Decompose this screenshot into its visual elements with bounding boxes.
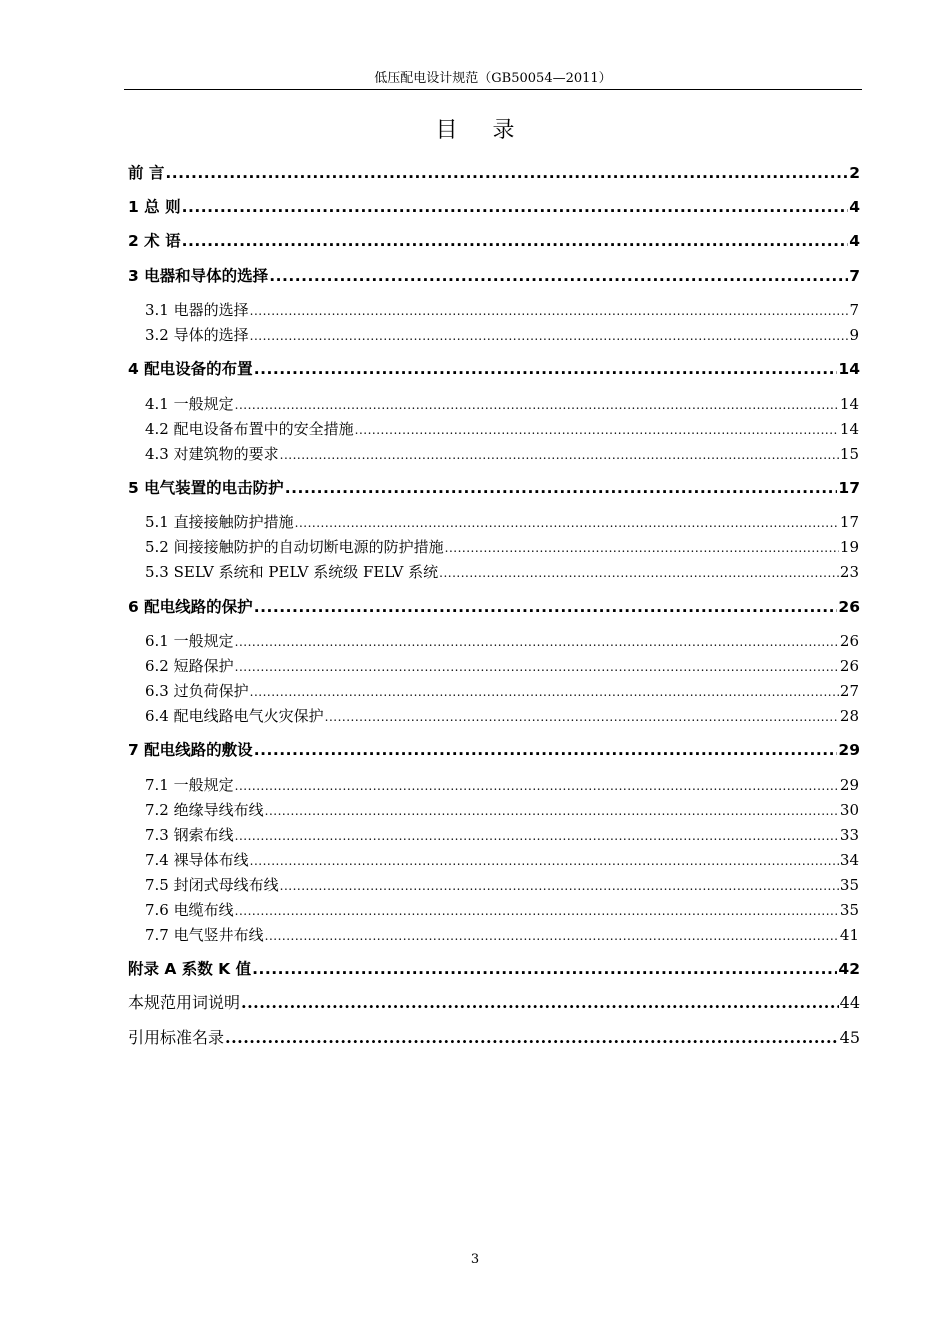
dot-leader	[445, 538, 839, 558]
toc-entry-section-4-2[interactable]	[145, 419, 859, 440]
dot-leader	[182, 231, 849, 251]
toc-entry-chapter-7[interactable]	[128, 740, 860, 760]
toc-entry-label: 6.1 一般规定	[145, 632, 234, 650]
toc-entry-label: 5.1 直接接触防护措施	[145, 513, 294, 531]
toc-entry-label: 6.2 短路保护	[145, 657, 234, 675]
toc-entry-label: 本规范用词说明	[128, 993, 241, 1012]
toc-entry-page: 29	[839, 776, 859, 794]
toc-entry-label: 7.5 封闭式母线布线	[145, 876, 279, 894]
toc-entry-page: 9	[849, 326, 859, 344]
dot-leader	[250, 851, 839, 871]
dot-leader	[250, 682, 839, 702]
toc-entry-section-5-1[interactable]	[145, 512, 859, 533]
toc-entry-page: 2	[849, 164, 860, 182]
dot-leader	[165, 163, 848, 183]
toc-entry-label: 4.1 一般规定	[145, 395, 234, 413]
toc-entry-page: 28	[839, 707, 859, 725]
toc-entry-label: 附录 A 系数 K 值	[128, 960, 252, 978]
toc-entry-page: 14	[838, 360, 860, 378]
toc-title: 目 录	[435, 118, 529, 143]
toc-entry-label: 6 配电线路的保护	[128, 598, 253, 616]
dot-leader	[235, 395, 839, 415]
dot-leader	[225, 1028, 839, 1048]
dot-leader	[280, 445, 839, 465]
toc-entry-section-3-2[interactable]	[145, 325, 859, 346]
running-header: 低压配电设计规范（GB50054—2011）	[124, 72, 862, 90]
dot-leader	[254, 597, 838, 617]
toc-entry-page: 35	[839, 876, 859, 894]
toc-entry-page: 4	[849, 232, 860, 250]
toc-entry-section-6-2[interactable]	[145, 656, 859, 677]
dot-leader	[182, 197, 849, 217]
dot-leader	[252, 959, 837, 979]
toc-entry-page: 14	[839, 420, 859, 438]
toc-entry-section-4-1[interactable]	[145, 394, 859, 415]
toc-entry-section-4-3[interactable]	[145, 444, 859, 465]
toc-entry-label: 4.2 配电设备布置中的安全措施	[145, 420, 354, 438]
toc-entry-chapter-1[interactable]	[128, 197, 860, 217]
dot-leader	[250, 301, 849, 321]
toc-entry-section-7-6[interactable]	[145, 900, 859, 921]
toc-entry-section-7-7[interactable]	[145, 925, 859, 946]
toc-entry-section-7-5[interactable]	[145, 875, 859, 896]
toc-entry-label: 5.2 间接接触防护的自动切断电源的防护措施	[145, 538, 444, 556]
dot-leader	[265, 801, 839, 821]
toc-entry-page: 35	[839, 901, 859, 919]
toc-entry-page: 19	[839, 538, 859, 556]
toc-entry-page: 4	[849, 198, 860, 216]
dot-leader	[235, 657, 839, 677]
toc-entry-label: 5.3 SELV 系统和 PELV 系统级 FELV 系统	[145, 563, 439, 581]
toc-entry-label: 前 言	[128, 164, 165, 182]
toc-entry-appendix-a[interactable]	[128, 959, 860, 979]
toc-entry-label: 3.1 电器的选择	[145, 301, 249, 319]
toc-entry-wording-explanation[interactable]	[128, 993, 860, 1013]
toc-entry-chapter-6[interactable]	[128, 597, 860, 617]
toc-entry-page: 26	[839, 657, 859, 675]
toc-entry-section-6-1[interactable]	[145, 631, 859, 652]
dot-leader	[265, 926, 839, 946]
toc-entry-label: 4 配电设备的布置	[128, 360, 253, 378]
toc-entry-page: 7	[849, 267, 860, 285]
dot-leader	[439, 563, 839, 583]
toc-entry-section-5-3[interactable]	[145, 562, 859, 583]
toc-entry-section-7-3[interactable]	[145, 825, 859, 846]
toc-entry-page: 41	[839, 926, 859, 944]
toc-entry-label: 6.3 过负荷保护	[145, 682, 249, 700]
dot-leader	[355, 420, 839, 440]
toc-entry-label: 7.7 电气竖井布线	[145, 926, 264, 944]
toc-entry-label: 7.2 绝缘导线布线	[145, 801, 264, 819]
toc-entry-page: 26	[839, 632, 859, 650]
toc-entry-page: 23	[839, 563, 859, 581]
toc-entry-section-7-4[interactable]	[145, 850, 859, 871]
dot-leader	[254, 359, 838, 379]
toc-entry-section-6-3[interactable]	[145, 681, 859, 702]
toc-entry-section-6-4[interactable]	[145, 706, 859, 727]
toc-entry-page: 26	[838, 598, 860, 616]
toc-entry-section-3-1[interactable]	[145, 300, 859, 321]
toc-entry-page: 33	[839, 826, 859, 844]
toc-entry-chapter-2[interactable]	[128, 231, 860, 251]
dot-leader	[235, 776, 839, 796]
toc-entry-label: 7.3 钢索布线	[145, 826, 234, 844]
toc-entry-label: 3 电器和导体的选择	[128, 267, 269, 285]
toc-entry-label: 5 电气装置的电击防护	[128, 479, 284, 497]
dot-leader	[280, 876, 839, 896]
dot-leader	[325, 707, 839, 727]
toc-entry-page: 34	[839, 851, 859, 869]
toc-entry-label: 2 术 语	[128, 232, 181, 250]
toc-entry-referenced-standards[interactable]	[128, 1028, 860, 1048]
toc-entry-preface[interactable]	[128, 163, 860, 183]
toc-entry-page: 15	[839, 445, 859, 463]
toc-entry-section-5-2[interactable]	[145, 537, 859, 558]
toc-entry-page: 45	[839, 1028, 860, 1047]
toc-entry-label: 引用标准名录	[128, 1028, 225, 1047]
toc-entry-page: 29	[838, 741, 860, 759]
toc-entry-page: 27	[839, 682, 859, 700]
toc-entry-label: 1 总 则	[128, 198, 181, 216]
toc-entry-label: 7.4 裸导体布线	[145, 851, 249, 869]
toc-entry-chapter-5[interactable]	[128, 478, 860, 498]
toc-entry-label: 3.2 导体的选择	[145, 326, 249, 344]
page-number: 3	[470, 1252, 480, 1267]
dot-leader	[235, 901, 839, 921]
toc-entry-page: 30	[839, 801, 859, 819]
toc-entry-page: 17	[839, 513, 859, 531]
dot-leader	[285, 478, 838, 498]
dot-leader	[250, 326, 849, 346]
toc-entry-page: 44	[839, 993, 860, 1012]
toc-entry-label: 7.6 电缆布线	[145, 901, 234, 919]
toc-entry-label: 6.4 配电线路电气火灾保护	[145, 707, 324, 725]
dot-leader	[235, 632, 839, 652]
toc-entry-label: 7.1 一般规定	[145, 776, 234, 794]
dot-leader	[254, 740, 838, 760]
toc-entry-chapter-4[interactable]	[128, 359, 860, 379]
toc-entry-page: 42	[838, 960, 860, 978]
toc-entry-chapter-3[interactable]	[128, 266, 860, 286]
toc-entry-section-7-2[interactable]	[145, 800, 859, 821]
dot-leader	[235, 826, 839, 846]
toc-entry-label: 7 配电线路的敷设	[128, 741, 253, 759]
dot-leader	[241, 993, 839, 1013]
dot-leader	[295, 513, 839, 533]
toc-entry-label: 4.3 对建筑物的要求	[145, 445, 279, 463]
toc-entry-page: 7	[849, 301, 859, 319]
toc-entry-page: 14	[839, 395, 859, 413]
toc-entry-section-7-1[interactable]	[145, 775, 859, 796]
dot-leader	[269, 266, 848, 286]
toc-entry-page: 17	[838, 479, 860, 497]
